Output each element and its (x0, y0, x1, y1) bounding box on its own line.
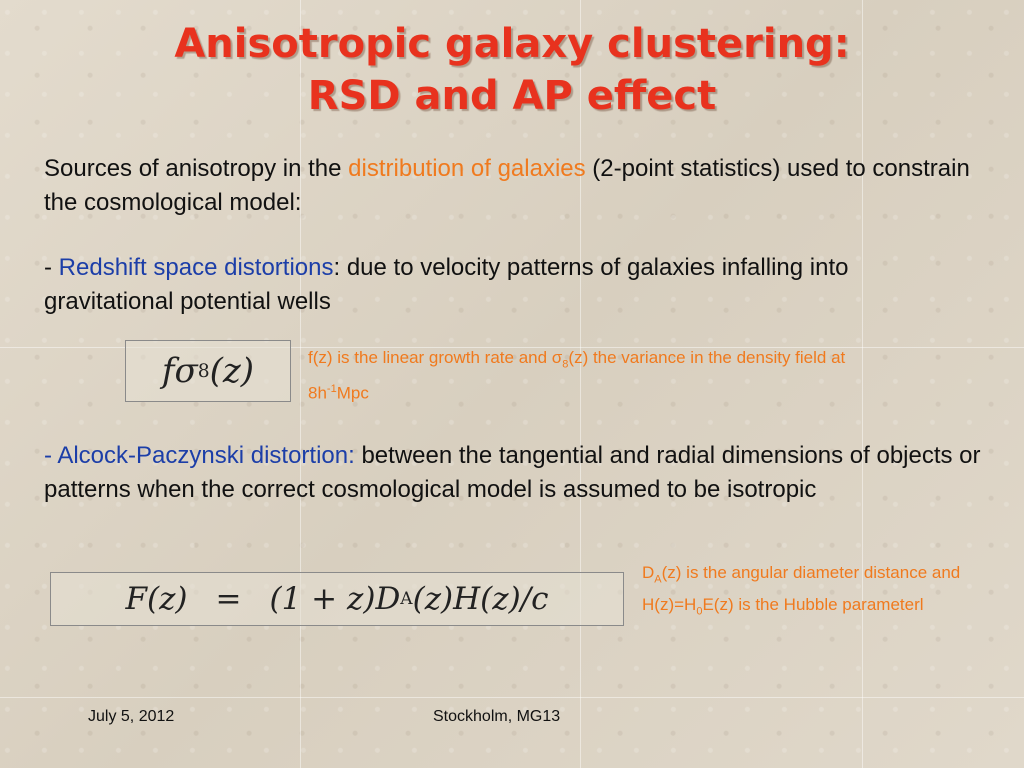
formula-ap (50, 572, 624, 626)
formula-rhs: (1 + z)D (269, 581, 401, 617)
rsd-term: Redshift space distortions (58, 254, 334, 281)
ap-term: - Alcock-Paczynski distortion: (44, 442, 355, 469)
note2-d: D (642, 563, 655, 582)
rsd-text: : due to velocity patterns of galaxies infalling into gravitational potential wells (44, 254, 849, 315)
formula-rhs-2: (z)H(z)/c (412, 581, 549, 617)
formula-sigma: σ (174, 351, 198, 391)
slide-title (0, 18, 1024, 122)
formula-sub-a: A (400, 589, 413, 609)
footer-venue: Stockholm, MG13 (433, 708, 561, 725)
note1-sigma: σ (551, 348, 563, 367)
footer-date: July 5, 2012 (88, 708, 175, 725)
intro-text-end: (2-point statistics) used to constrain the cosmological model: (44, 155, 970, 216)
title-line-2: RSD and AP effect (307, 73, 717, 119)
intro-paragraph (44, 152, 994, 220)
formula-equals: = (215, 581, 242, 617)
formula-sigma-sub: 8 (197, 360, 210, 382)
ap-text: between the tangential and radial dimensions of objects or patterns when the correct cosmological model is assumed to be isotropic (44, 442, 981, 503)
note2-sub-a: A (654, 573, 662, 586)
note2-sub-0: 0 (696, 605, 703, 618)
note2-text: (z) is the angular diameter distance and H(z)=H (642, 563, 961, 615)
formula-f: f (161, 351, 175, 391)
rsd-paragraph (44, 251, 854, 319)
angular-diameter-note (642, 560, 962, 625)
intro-text: Sources of anisotropy in the (44, 155, 349, 182)
formula-f-sigma8 (125, 340, 291, 402)
note1-text: f(z) is the linear growth rate and (308, 348, 552, 367)
formula-arg: (z) (209, 351, 255, 391)
note1-sub: 8 (562, 358, 569, 371)
note1-text-2: (z) the variance in the density field at 8h (308, 348, 846, 404)
intro-highlight: distribution of galaxies (348, 155, 586, 182)
formula-lhs: F(z) (125, 581, 188, 617)
background-grid-line (0, 697, 1024, 698)
growth-rate-note (308, 345, 868, 406)
note1-text-3: Mpc (336, 384, 369, 404)
rsd-dash: - (44, 254, 59, 281)
note1-sup: -1 (326, 383, 337, 396)
note2-text-2: E(z) is the Hubble parameterl (702, 595, 924, 615)
title-line-1: Anisotropic galaxy clustering: (174, 21, 850, 67)
ap-paragraph (44, 439, 994, 507)
